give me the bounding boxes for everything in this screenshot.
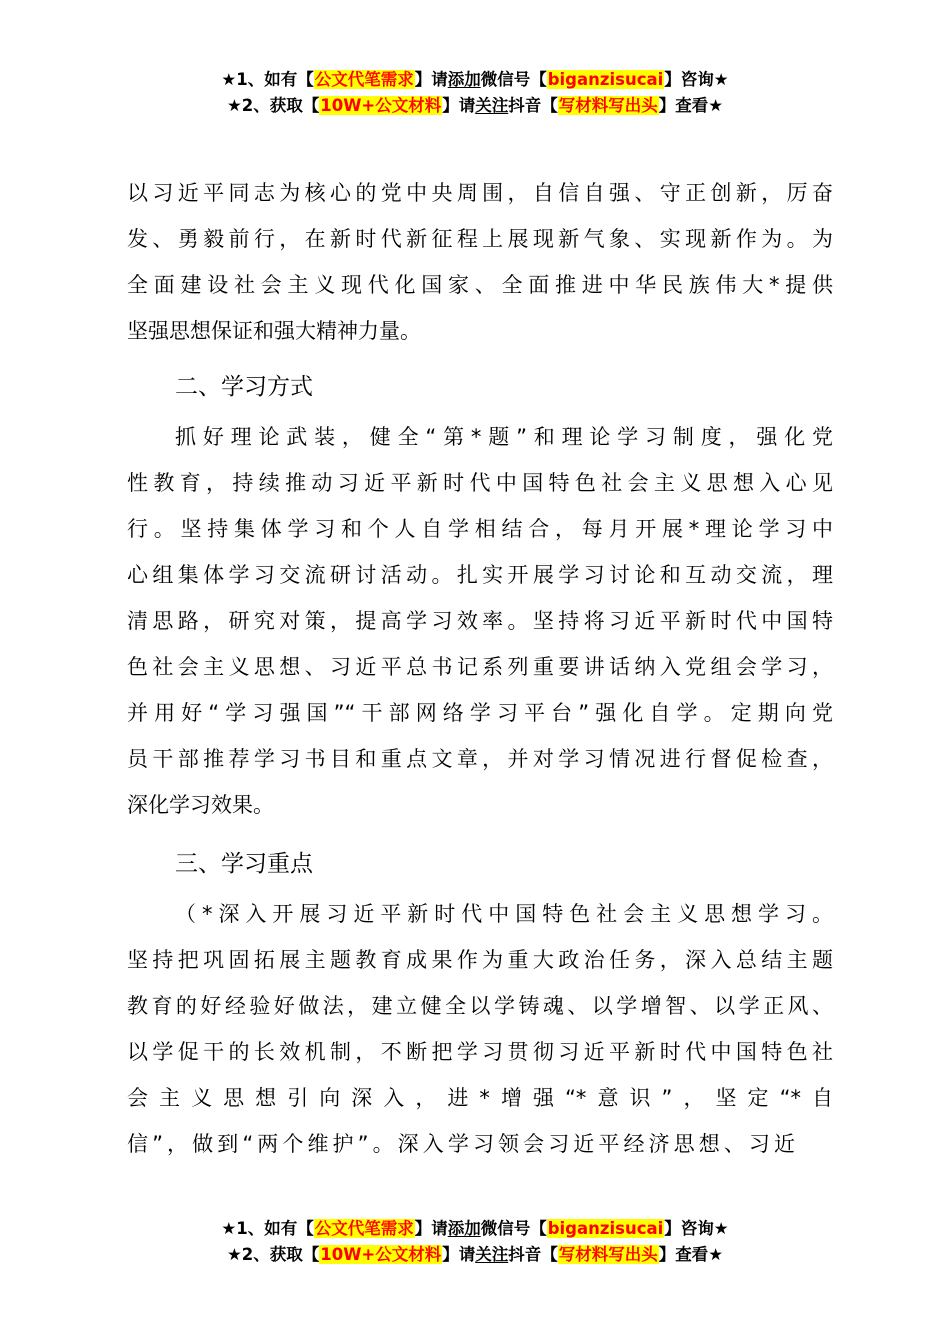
- text-line: 教育的好经验好做法，建立健全以学铸魂、以学增智、以学正风、: [127, 994, 833, 1018]
- text-line: 坚持把巩固拓展主题教育成果作为重大政治任务，深入总结主题: [127, 948, 833, 972]
- banner-text: 】咨询★: [664, 70, 729, 89]
- section-heading: 三、学习重点: [175, 851, 313, 877]
- banner-highlight: 公文代笔需求: [314, 70, 414, 89]
- text-line: 会主义思想引向深入，进*增强“*意识”，坚定“*自: [127, 1086, 833, 1110]
- banner-underline: 关注: [475, 96, 509, 115]
- banner-text: 微信号【: [480, 70, 547, 89]
- banner-text: ★1、如有【: [221, 1219, 314, 1238]
- text-line: 清思路，研究对策，提高学习效率。坚持将习近平新时代中国特: [127, 609, 833, 633]
- text-line: 行。坚持集体学习和个人自学相结合，每月开展*理论学习中: [127, 517, 833, 541]
- text-line: 坚强思想保证和强大精神力量。: [127, 319, 421, 343]
- banner-text: 抖音【: [508, 96, 558, 115]
- banner-text: 】查看★: [658, 1245, 724, 1264]
- text-line: 以习近平同志为核心的党中央周围，自信自强、守正创新，厉奋: [127, 181, 833, 205]
- banner-text: 抖音【: [508, 1245, 558, 1264]
- text-line: 心组集体学习交流研讨活动。扎实开展学习讨论和互动交流，理: [127, 563, 833, 587]
- banner-highlight: 写材料写出头: [558, 1245, 658, 1264]
- text-line: 发、勇毅前行，在新时代新征程上展现新气象、实现新作为。为: [127, 227, 833, 251]
- banner-highlight: 公文代笔需求: [314, 1219, 414, 1238]
- banner-text: ★2、获取【: [226, 1245, 320, 1264]
- banner-line-1: [0, 67, 950, 93]
- banner-text: 】请: [442, 1245, 476, 1264]
- text-line: （*深入开展习近平新时代中国特色社会主义思想学习。: [175, 902, 833, 926]
- banner-line-2: [0, 93, 950, 119]
- section-heading: 二、学习方式: [175, 374, 313, 400]
- text-line: 深化学习效果。: [127, 793, 274, 817]
- banner-text: 】请: [414, 70, 448, 89]
- banner-line-1: [0, 1216, 950, 1242]
- banner-text: 微信号【: [480, 1219, 547, 1238]
- footer-banner: [0, 1216, 950, 1268]
- banner-underline: 关注: [475, 1245, 509, 1264]
- banner-underline: 添加: [447, 70, 481, 89]
- banner-highlight: 10W+公文材料: [320, 1245, 442, 1264]
- banner-line-2: [0, 1242, 950, 1268]
- text-line: 全面建设社会主义现代化国家、全面推进中华民族伟大*提供: [127, 273, 833, 297]
- banner-underline: 添加: [447, 1219, 481, 1238]
- banner-text: 】请: [414, 1219, 448, 1238]
- banner-highlight: 10W+公文材料: [320, 96, 442, 115]
- banner-highlight: 写材料写出头: [558, 96, 658, 115]
- banner-text: 】咨询★: [664, 1219, 729, 1238]
- text-line: 信”，做到“两个维护”。深入学习领会习近平经济思想、习近: [127, 1132, 795, 1156]
- text-line: 色社会主义思想、习近平总书记系列重要讲话纳入党组会学习，: [127, 655, 833, 679]
- text-line: 抓好理论武装，健全“第*题”和理论学习制度，强化党: [175, 425, 833, 449]
- header-banner: [0, 67, 950, 119]
- banner-text: 】请: [442, 96, 476, 115]
- text-line: 以学促干的长效机制，不断把学习贯彻习近平新时代中国特色社: [127, 1040, 833, 1064]
- banner-text: ★1、如有【: [221, 70, 314, 89]
- text-line: 性教育，持续推动习近平新时代中国特色社会主义思想入心见: [127, 471, 833, 495]
- text-line: 员干部推荐学习书目和重点文章，并对学习情况进行督促检查，: [127, 747, 833, 771]
- text-line: 并用好“学习强国”“干部网络学习平台”强化自学。定期向党: [127, 701, 833, 725]
- banner-highlight: biganzisucai: [547, 70, 664, 89]
- banner-text: 】查看★: [658, 96, 724, 115]
- banner-highlight: biganzisucai: [547, 1219, 664, 1238]
- banner-text: ★2、获取【: [226, 96, 320, 115]
